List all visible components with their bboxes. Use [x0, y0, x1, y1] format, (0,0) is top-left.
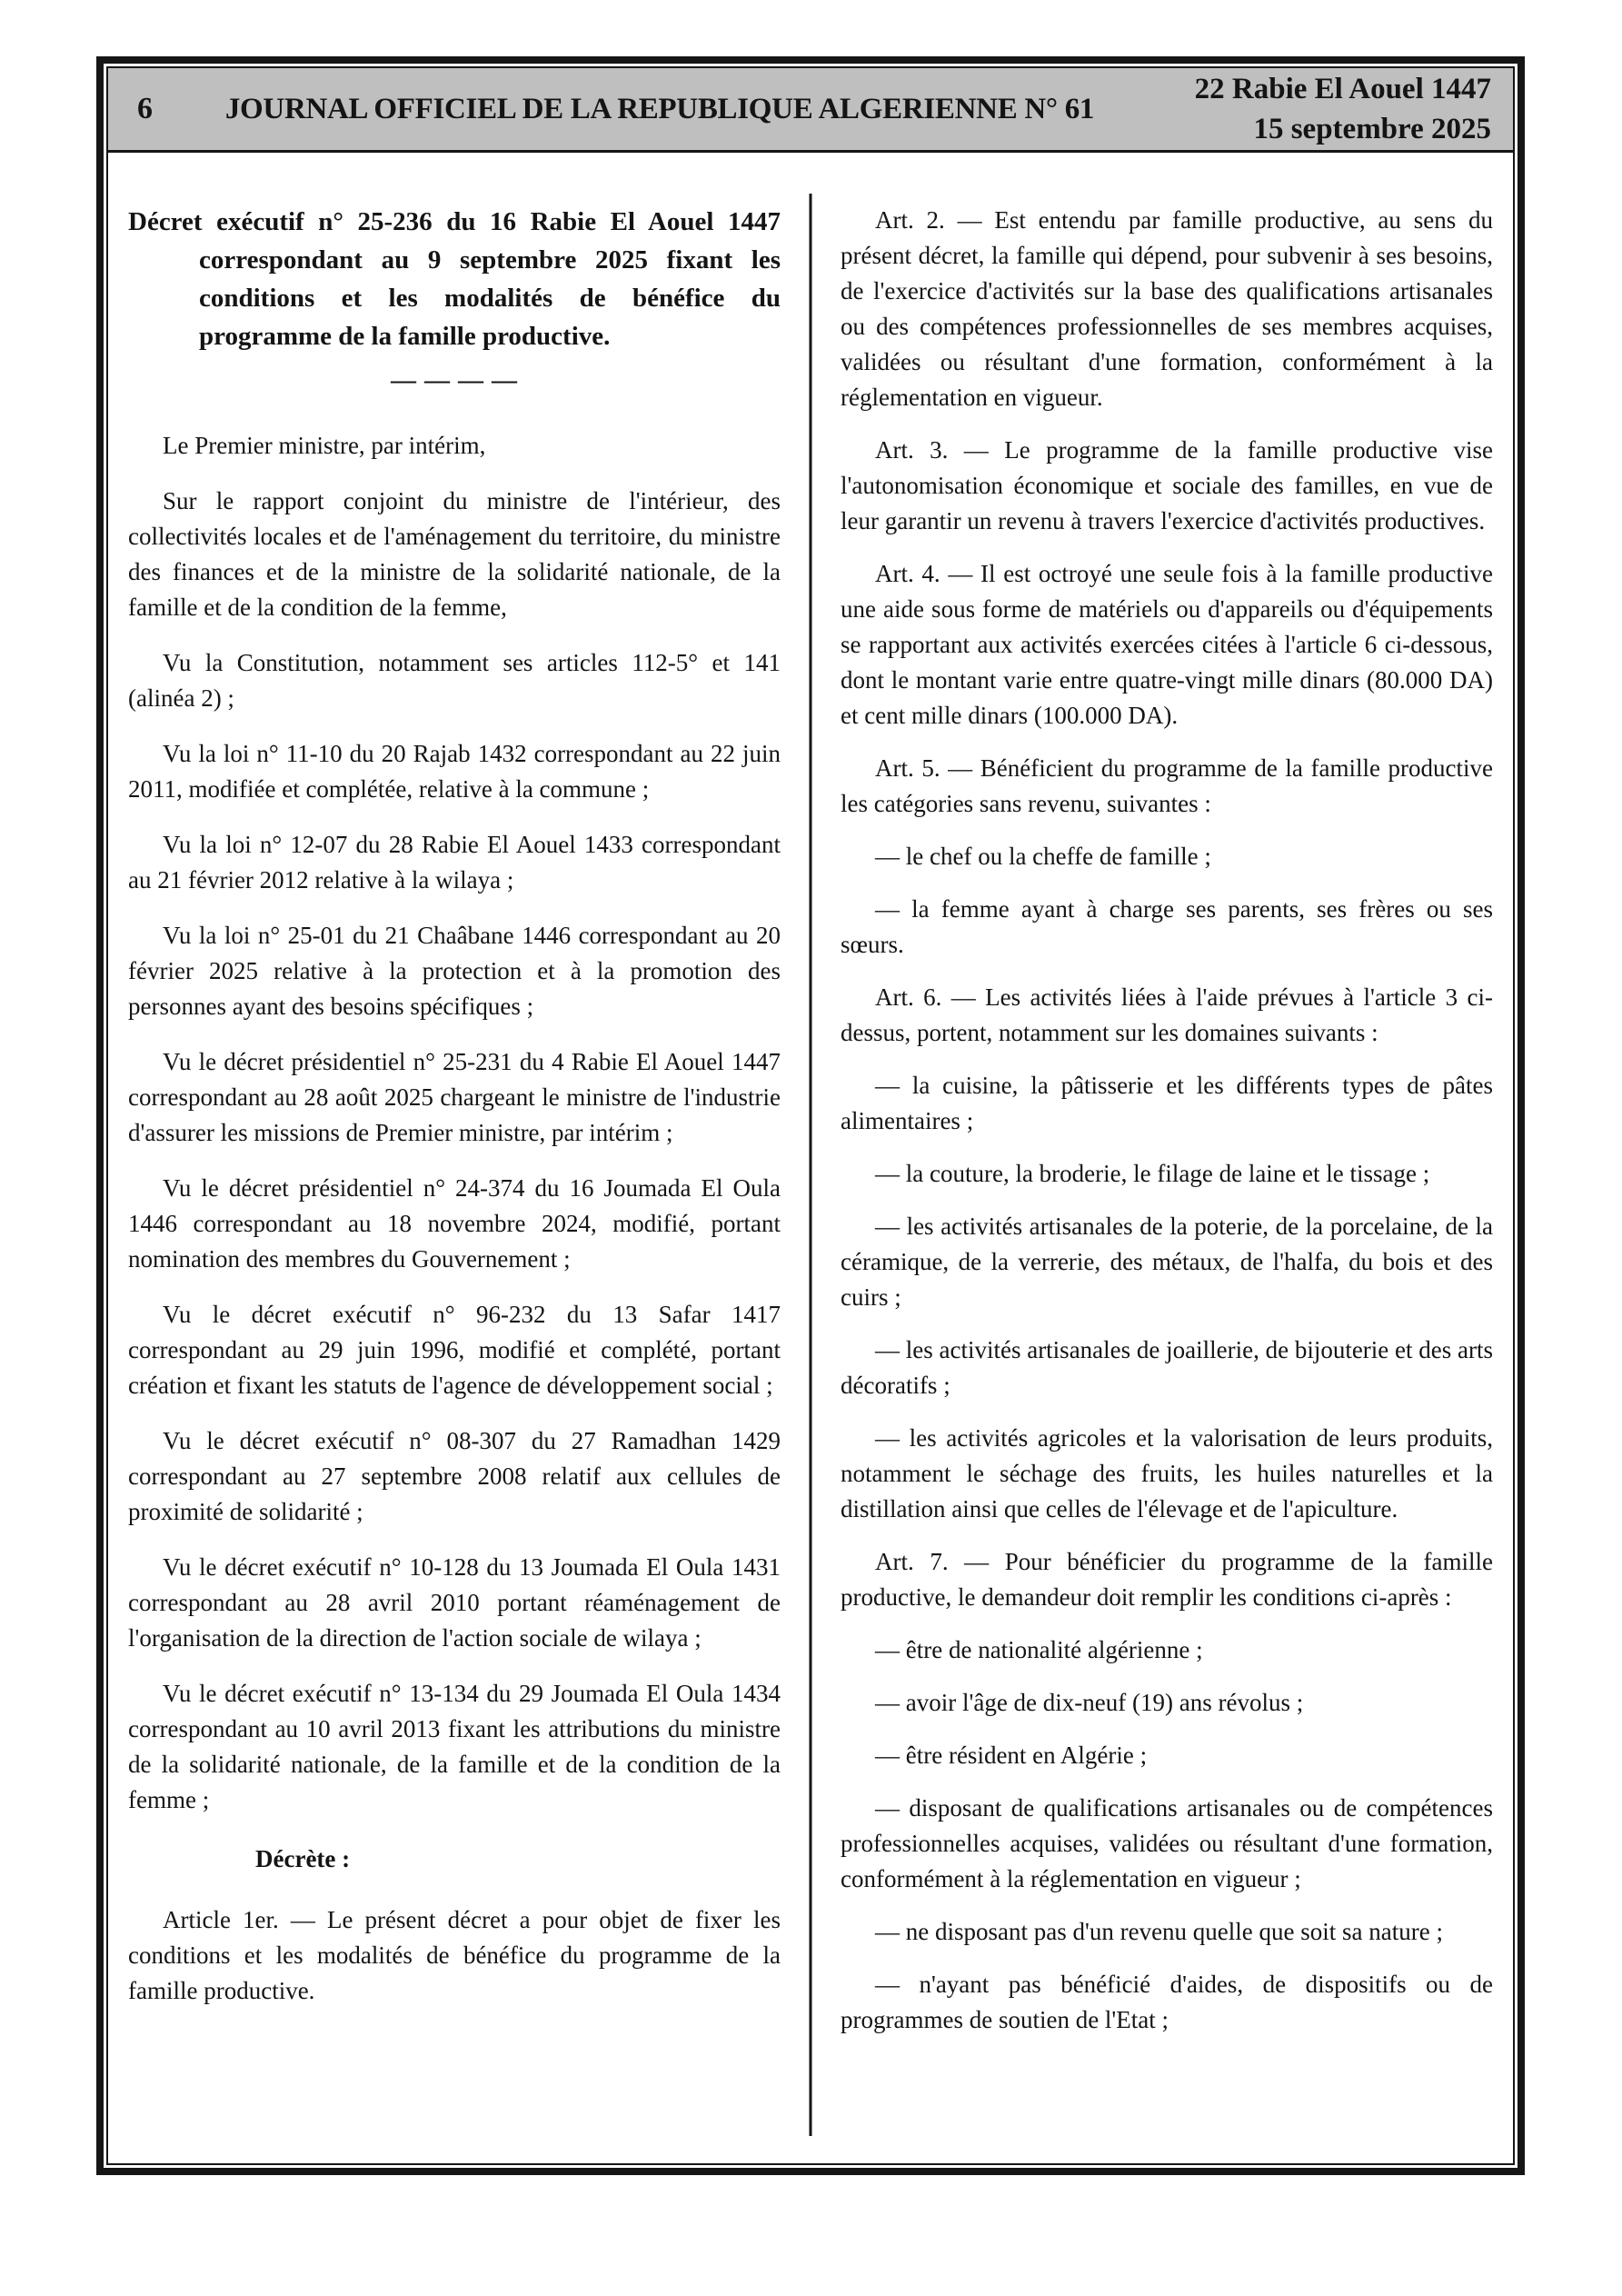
paragraph: Art. 7. — Pour bénéficier du programme de la famille productive, le demandeur doit remplir les conditions ci-après :	[841, 1548, 1493, 1611]
left-column	[128, 203, 781, 2163]
paragraph: Vu le décret exécutif n° 10-128 du 13 Joumada El Oula 1431 correspondant au 28 avril 2010 portant réaménagement de l'organisation de la direction de l'action sociale de wilaya ;	[128, 1553, 781, 1652]
paragraph: — avoir l'âge de dix-neuf (19) ans révolus ;	[875, 1689, 1304, 1716]
paragraph: Art. 3. — Le programme de la famille productive vise l'autonomisation économique et sociale des familles, en vue de leur garantir un revenu à travers l'exercice d'activités productives.	[841, 436, 1493, 534]
decrete-heading: Décrète :	[255, 1845, 351, 1872]
paragraph: Vu le décret exécutif n° 96-232 du 13 Safar 1417 correspondant au 29 juin 1996, modifié et complété, portant création et fixant les statuts de l'agence de développement social ;	[128, 1301, 781, 1399]
paragraph: — être de nationalité algérienne ;	[875, 1636, 1203, 1663]
paragraph: — la femme ayant à charge ses parents, ses frères ou ses sœurs.	[841, 895, 1493, 958]
column-divider	[810, 194, 812, 2136]
paragraph: — les activités agricoles et la valorisation de leurs produits, notamment le séchage des fruits, les huiles naturelles et la distillation ainsi que celles de l'élevage et de l'apiculture.	[841, 1424, 1493, 1522]
paragraph: — la cuisine, la pâtisserie et les différents types de pâtes alimentaires ;	[841, 1072, 1493, 1134]
paragraph: Vu le décret exécutif n° 13-134 du 29 Joumada El Oula 1434 correspondant au 10 avril 2013 fixant les attributions du ministre de la solidarité nationale, de la famille et de la condition de la femme ;	[128, 1680, 781, 1813]
paragraph: Vu le décret exécutif n° 08-307 du 27 Ramadhan 1429 correspondant au 27 septembre 2008 relatif aux cellules de proximité de solidarité ;	[128, 1427, 781, 1525]
page-number: 6	[137, 92, 153, 125]
right-paragraphs	[841, 203, 1493, 2038]
journal-title: JOURNAL OFFICIEL DE LA REPUBLIQUE ALGERIENNE N° 61	[224, 92, 1095, 125]
paragraph: — n'ayant pas bénéficié d'aides, de dispositifs ou de programmes de soutien de l'Etat ;	[841, 1971, 1493, 2033]
paragraph: — la couture, la broderie, le filage de laine et le tissage ;	[875, 1160, 1430, 1187]
paragraph: — disposant de qualifications artisanales ou de compétences professionnelles acquises, validées ou résultant d'une formation, conformément à la réglementation en vigueur ;	[841, 1794, 1493, 1892]
paragraph: Le Premier ministre, par intérim,	[163, 432, 486, 459]
masthead-dates	[1100, 69, 1513, 149]
paragraph: Art. 4. — Il est octroyé une seule fois à la famille productive une aide sous forme de matériels ou d'appareils ou d'équipements se rapportant aux activités exercées citées à l'article 6 ci-dessous, dont le montant varie entre quatre-vingt mille dinars (80.000 DA) et cent mille dinars (100.000 DA).	[841, 560, 1493, 729]
paragraph: — le chef ou la cheffe de famille ;	[875, 843, 1211, 870]
paragraph: Art. 6. — Les activités liées à l'aide prévues à l'article 3 ci-dessus, portent, notamment sur les domaines suivants :	[841, 983, 1493, 1046]
page-frame-inner	[106, 66, 1515, 2165]
decree-title: Décret exécutif n° 25-236 du 16 Rabie El Aouel 1447 correspondant au 9 septembre 2025 fixant les conditions et les modalités de bénéfice du programme de la famille productive.	[128, 207, 781, 351]
date-gregorian: 15 septembre 2025	[1253, 113, 1491, 145]
paragraph: — être résident en Algérie ;	[875, 1742, 1148, 1769]
paragraph: Vu le décret présidentiel n° 25-231 du 4 Rabie El Aouel 1447 correspondant au 28 août 2025 chargeant le ministre de l'industrie d'assurer les missions de Premier ministre, par intérim ;	[128, 1048, 781, 1146]
paragraph: — ne disposant pas d'un revenu quelle que soit sa nature ;	[875, 1918, 1443, 1945]
paragraph: Art. 2. — Est entendu par famille productive, au sens du présent décret, la famille qui dépend, pour subvenir à ses besoins, de l'exercice d'activités sur la base des qualifications artisanales ou des compétences professionnelles de ses membres acquises, validées ou résultant d'une formation, conformément à la réglementation en vigueur.	[841, 206, 1493, 411]
date-hijri: 22 Rabie El Aouel 1447	[1194, 73, 1491, 105]
paragraph: Sur le rapport conjoint du ministre de l'intérieur, des collectivités locales et de l'aménagement du territoire, du ministre des finances et de la ministre de la solidarité nationale, de la famille et de la condition de la femme,	[128, 487, 781, 621]
paragraph: Art. 5. — Bénéficient du programme de la famille productive les catégories sans revenu, suivantes :	[841, 754, 1493, 817]
right-column	[841, 203, 1493, 2163]
paragraph: Vu le décret présidentiel n° 24-374 du 16 Joumada El Oula 1446 correspondant au 18 novembre 2024, modifié, portant nomination des membres du Gouvernement ;	[128, 1174, 781, 1273]
page-frame	[96, 56, 1525, 2175]
paragraph: Vu la loi n° 11-10 du 20 Rajab 1432 correspondant au 22 juin 2011, modifiée et complétée, relative à la commune ;	[128, 740, 781, 803]
paragraph: Vu la Constitution, notamment ses articles 112-5° et 141 (alinéa 2) ;	[128, 649, 781, 712]
masthead	[108, 68, 1513, 153]
dash-separator: — — — —	[391, 366, 518, 394]
paragraph: Vu la loi n° 12-07 du 28 Rabie El Aouel 1433 correspondant au 21 février 2012 relative à la wilaya ;	[128, 831, 781, 893]
paragraph: Article 1er. — Le présent décret a pour objet de fixer les conditions et les modalités de bénéfice du programme de la famille productive.	[128, 1906, 781, 2004]
left-paragraphs	[128, 428, 781, 2009]
paragraph: — les activités artisanales de la poterie, de la porcelaine, de la céramique, de la verrerie, des métaux, de l'halfa, du bois et des cuirs ;	[841, 1213, 1493, 1311]
content-area	[108, 153, 1513, 2163]
paragraph: — les activités artisanales de joaillerie, de bijouterie et des arts décoratifs ;	[841, 1336, 1493, 1399]
paragraph: Vu la loi n° 25-01 du 21 Chaâbane 1446 correspondant au 20 février 2025 relative à la protection et à la promotion des personnes ayant des besoins spécifiques ;	[128, 922, 781, 1020]
